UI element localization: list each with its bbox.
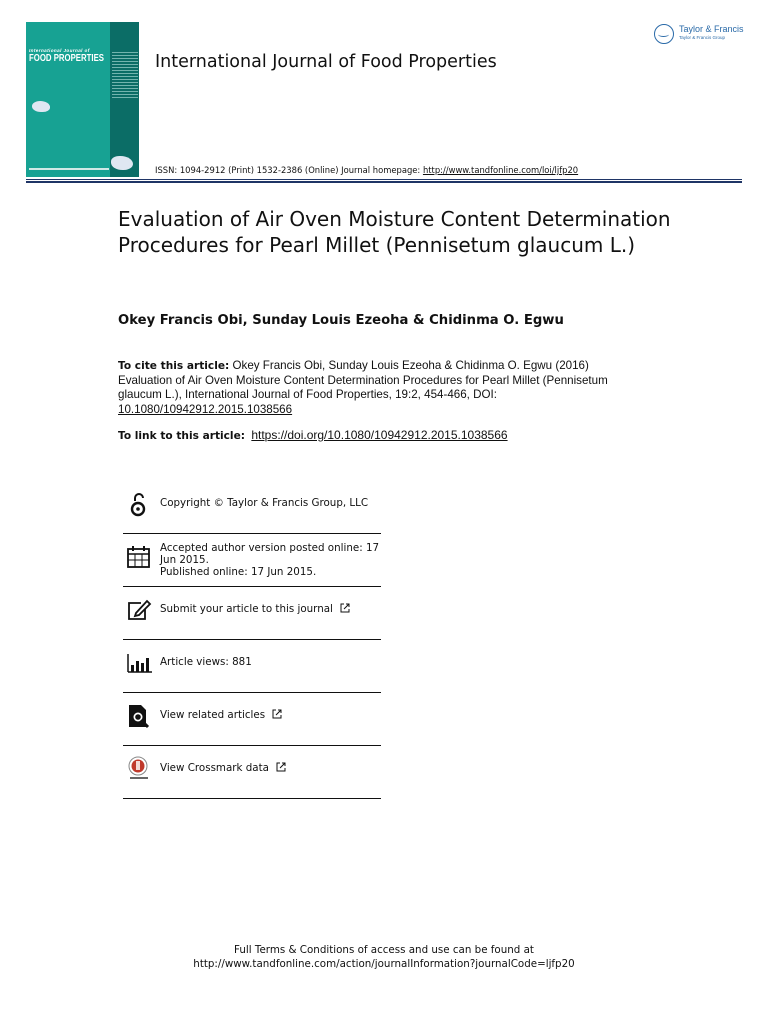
terms-url[interactable]: http://www.tandfonline.com/action/journalInformation?journalCode=ljfp20 [193,958,575,970]
submit-article-label: Submit your article to this journal [160,603,333,615]
citation-block [118,359,618,417]
dates-text [160,542,380,578]
terms-footer [0,943,768,971]
bar-chart-icon [126,650,152,676]
copyright-row [123,481,381,534]
accepted-date: Accepted author version posted online: 17 Jun 2015. [160,542,380,566]
article-title: Evaluation of Air Oven Moisture Content Determination Procedures for Pearl Millet (Pennisetum glaucum L.) [118,207,671,257]
edit-icon [126,597,152,623]
external-link-icon [276,762,286,772]
journal-cover-image [26,22,139,177]
copyright-text: Copyright © Taylor & Francis Group, LLC [160,497,369,509]
cover-side-text [112,50,138,100]
publisher-logo [654,22,754,48]
document-search-icon [126,703,152,729]
cover-fish-icon [32,101,50,112]
external-link-icon [340,603,350,613]
article-views-row [123,640,381,693]
journal-homepage-link[interactable]: http://www.tandfonline.com/loi/ljfp20 [422,165,579,175]
header-divider-thick [26,181,742,183]
article-views-text: Article views: 881 [160,656,252,668]
article-link-label: To link to this article: [118,430,245,442]
crossmark-row[interactable] [123,746,381,799]
article-info-list [123,481,381,799]
crossmark-label: View Crossmark data [160,762,269,774]
calendar-icon [126,544,152,570]
related-articles-row[interactable] [123,693,381,746]
cover-fish-icon-small [111,156,133,170]
published-date: Published online: 17 Jun 2015. [160,566,317,578]
submit-article-row[interactable] [123,587,381,640]
related-articles-link[interactable] [160,709,380,721]
external-link-icon [272,709,282,719]
issn-line [155,165,578,175]
cover-band [26,22,110,177]
crossmark-icon [126,756,152,782]
open-lock-icon [126,491,152,517]
header-divider-thin [26,179,742,180]
article-authors: Okey Francis Obi, Sunday Louis Ezeoha & Chidinma O. Egwu [118,313,564,328]
article-link-line [118,428,508,442]
issn-text: ISSN: 1094-2912 (Print) 1532-2386 (Online) Journal homepage: [155,165,421,175]
citation-label: To cite this article: [118,360,230,372]
cover-series-line: International Journal of [29,48,90,53]
journal-title: International Journal of Food Properties [155,52,497,72]
publisher-name: Taylor & Francis [679,24,744,34]
terms-text: Full Terms & Conditions of access and use can be found at [234,944,534,956]
publisher-sub: Taylor & Francis Group [679,35,726,40]
cover-footer-line [29,168,109,170]
cover-title-line: FOOD PROPERTIES [29,53,104,64]
related-articles-label: View related articles [160,709,266,721]
publisher-logo-icon [654,24,674,44]
citation-doi-link[interactable]: 10.1080/10942912.2015.1038566 [118,402,293,416]
publication-dates-row [123,534,381,587]
citation-text: Okey Francis Obi, Sunday Louis Ezeoha & Chidinma O. Egwu (2016) Evaluation of Air Oven Moisture Content Determination Procedures for Pearl Millet (Pennisetum glaucum L.), International Journal of Food Properties, 19:2, 454-466, DOI: [118,359,608,402]
article-doi-url[interactable]: https://doi.org/10.1080/10942912.2015.1038566 [251,428,508,442]
submit-article-link[interactable] [160,603,380,615]
crossmark-link[interactable] [160,762,380,774]
